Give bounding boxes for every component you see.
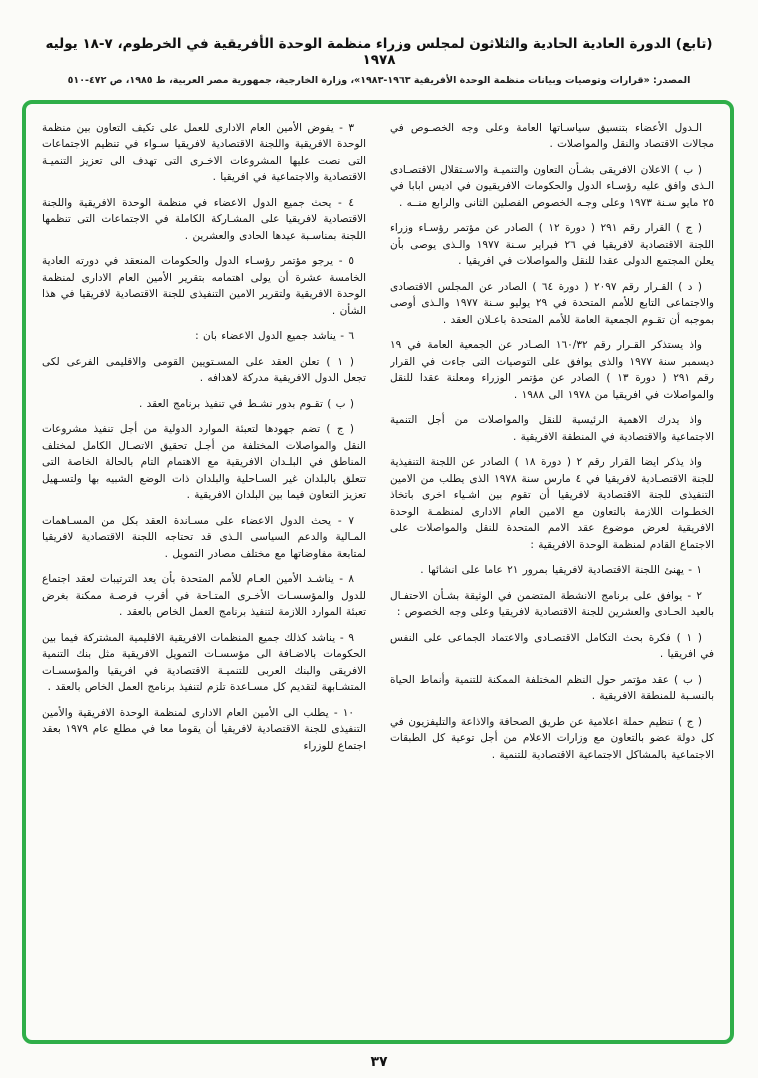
paragraph: الـدول الأعضاء بتنسيق سياسـاتها العامة وعلى وجه الخصـوص في مجالات الاقتصاد والنقل والمواصلات . [390,122,714,151]
paragraph: ( ج ) القرار رقم ٢٩١ ( دورة ١٢ ) الصادر عن مؤتمر رؤسـاء وزراء اللجنة الاقتصادية لافريقيا في ٢٦ فبراير سـنة ١٩٧٧ والـذى يوصى بأن يعلن المجتمع الدولى عقدا للنقل والمواصلات في افريقيا . [390,222,714,268]
paragraph: ٩ - يناشد كذلك جميع المنظمات الافريقية الاقليمية المشتركة فيما بين الحكومات بالاضـافة الى مؤسسـات التمويل الافريقية مثل بنك التنمية الافريقى والبنك العربى للتنميـة الاقتصادية في افريقيا والمؤسسـات المتشـابهة لتقديم كل مسـاعدة تلزم لتنفيذ برنامج العمل الخاص بالعقد . [42,631,366,694]
green-border-frame [22,100,734,1044]
paragraph: ٨ - يناشـد الأمين العـام للأمم المتحدة بأن يعد الترتيبات لعقد اجتماع للدول والمؤسسـات الأخـرى المتـاحة في أقرب فرصـة ممكنة بغرض تعبئة الموارد اللازمة لتنفيذ برنامج العمل الخاص بالعقد . [42,573,366,619]
document-source-line: المصدر: «قرارات وتوصيات وبيانات منظمة الوحدة الأفريقية ١٩٦٣-١٩٨٣»، وزارة الخارجية، جمهورية مصر العربية، ط ١٩٨٥، ص ٤٧٢-٥١٠ [67,75,691,86]
paragraph: ٢ - يوافق على برنامج الانشطة المتضمن في الوثيقة بشـأن الاحتفـال بالعيد الحـادى والعشرين للجنة الاقتصادية لافريقيا وعلى وجه الخصوص : [390,589,714,619]
text-column-left [42,120,366,1030]
page-number: ٣٧ [370,1054,388,1070]
paragraph: ١ - يهنئ اللجنة الاقتصادية لافريقيا بمرور ٢١ عاما على انشائها . [420,564,702,577]
paragraph: ( ١ ) فكرة بحث التكامل الاقتصـادى والاعتماد الجماعى على النفس في افريقيا . [390,631,714,661]
paragraph: ٣ - يفوض الأمين العام الادارى للعمل على تكيف التعاون بين منظمة الوحدة الافريقية واللجنة الاقتصادية لافريقيا سـواء في تنظيم الاجتماعات التى نصت عليها المشروعات الاخـرى التى تهدف الى تعزيز التنميـة الاقتصادية والاجتماعية في افريقيا . [42,122,366,184]
paragraph: ( ب ) تقـوم بدور نشـط في تنفيذ برنامج العقد . [138,397,354,410]
paragraph: ( ج ) تنظيم حملة اعلامية عن طريق الصحافة والاذاعة والتليفزيون في كل دولة عضو بالتعاون مع وزارات الاعلام من أجل توعية كل الطبقات الاجتماعية بالمشاكل الاجتماعية الاقتصادية للتنمية . [390,715,714,761]
document-title: (تابع) الدورة العادية الحادية والثلاثون لمجلس وزراء منظمة الوحدة الأفريقية في الخرطوم، ٧-١٨ يوليه ١٩٧٨ [45,36,713,68]
paragraph: واذ يذكر ايضا القرار رقم ٢ ( دورة ١٨ ) الصادر عن اللجنة التنفيذية للجنة الاقتصـادية لافريقيا في ٤ مارس سنة ١٩٧٨ الذى يطلب من الامين التنفيذى للجنة الاقتصادية لافريقيا أن تقوم بين اشـياء اخرى باتخاذ الخطـوات اللازمة بالتعاون مع الامين العام الادارى لمنظمـة الوحدة الافريقية لعرض موضوع عقد الامم المتحدة للنقل والمواصلات على الاجتماع القادم لمنظمة الوحدة الافريقية : [390,456,714,551]
paragraph: ٦ - يناشد جميع الدول الاعضاء بان : [195,330,354,343]
paragraph: ١٠ - يطلب الى الأمين العام الادارى لمنظمة الوحدة الافريقية والأمين التنفيذى للجنة الاقتصادية لافريقيا أن يقوما معا في مطلع عام ١٩٧٩ بعقد اجتماع للوزراء [42,706,366,752]
paragraph: ( ١ ) تعلن العقد على المسـتويين القومى والاقليمى الفرعى لكى تجعل الدول الافريقية مدركة لاهدافه . [42,355,366,385]
page-header [28,36,730,86]
text-column-right [390,120,714,1030]
paragraph: ٥ - يرجو مؤتمر رؤسـاء الدول والحكومات المنعقد في دورته العادية الخامسة عشرة أن يولى اهتمامه بتقرير الأمين العام الادارى لمنظمة الوحدة الافريقية ولتقرير الامين التنفيذى للجنة الاقتصادية لافريقيا في هذا الشأن . [42,255,366,317]
paragraph: ( ب ) عقد مؤتمر حول النظم المختلفة الممكنة للتنمية وأنماط الحياة بالنسـبة للمنطقة الافريقية . [390,673,714,703]
paragraph: واذ يدرك الاهمية الرئيسية للنقل والمواصلات من أجل التنمية الاجتماعية والاقتصادية في المنطقة الافريقية . [390,414,714,443]
paragraph: ( ج ) تضم جهودها لتعبئة الموارد الدولية من أجل تنفيذ مشروعات النقل والمواصلات المختلفة من أجـل تحقيق الاتصـال الكامل لمختلف المناطق في البلـدان الافريقية مع الاهتمام التام بالحالة الخاصة التى تتعلق بالبلدان غير السـاحلية والبلدان ذات الوضع الشبيه بها ولتسـهيل تعزيز التعاون فيما بين البلدان الافريقية . [42,423,366,502]
paragraph: واذ يستذكر القـرار رقم ١٦٠/٣٢ الصـادر عن الجمعية العامة في ١٩ ديسمبر سنة ١٩٧٧ والذى يوافق على التوصيات التى جاءت في القرار رقم ٢٩١ ( دورة ١٣ ) الصادر عن مؤتمر الوزراء ومعلنة عقدا للنقل والمواصلات في افريقيا من ١٩٧٨ الى ١٩٨٨ . [390,339,714,401]
paragraph: ٧ - يحث الدول الاعضاء على مسـاندة العقد بكل من المسـاهمات المـالية والدعم السياسى الـذى قد تحتاجه اللجنة الاقتصادية لافريقيا لمتابعة مفاوضاتها مع مختلف مصادر التمويل . [42,514,366,560]
paragraph: ( ب ) الاعلان الافريقى بشـأن التعاون والتنميـة والاسـتقلال الاقتصـادى الـذى وافق عليه رؤسـاء الدول والحكومات الافريقيون في اديس ابابا في ٢٥ مايو سـنة ١٩٧٣ وعلى وجـه الخصوص الفصلين الثانى والرابع منــه . [390,163,714,209]
paragraph: ( د ) القـرار رقم ٢٠٩٧ ( دورة ٦٤ ) الصادر عن المجلس الاقتصادى والاجتماعى التابع للأمم المتحدة في ٢٩ يوليو سـنة ١٩٧٧ والـذى أوصى بموجبه أن تقـوم الجمعية العامة للأمم المتحدة باعـلان العقد . [390,280,714,326]
two-column-text-area [42,120,714,1030]
paragraph: ٤ - يحث جميع الدول الاعضاء في منظمة الوحدة الافريقية واللجنة الاقتصادية لافريقيا على المشـاركة الكاملة في الاجتماعات التى تنظمها اللجنة بمناسـبة عيدها الحادى والعشرين . [42,196,366,242]
